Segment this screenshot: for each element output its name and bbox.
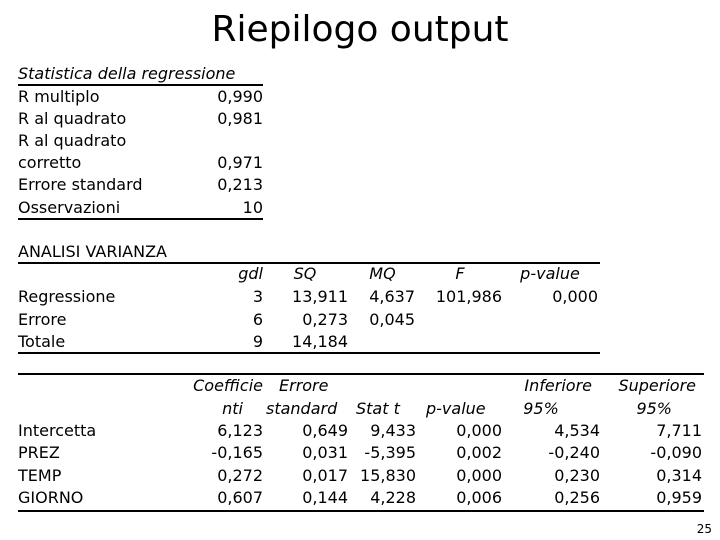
coef-cell: -5,395	[364, 443, 416, 462]
coef-cell: 6,123	[217, 421, 263, 440]
anova-header-f: F	[455, 264, 465, 283]
anova-title: ANALISI VARIANZA	[18, 242, 167, 261]
anova-row-label: Errore	[18, 310, 67, 329]
coef-header-t: Stat t	[356, 399, 400, 418]
coef-cell: 0,002	[456, 443, 502, 462]
divider	[18, 218, 263, 220]
coef-row-label: Intercetta	[18, 421, 97, 440]
page-number: 25	[696, 522, 712, 536]
anova-cell: 4,637	[369, 287, 415, 306]
stat-value: 10	[242, 198, 263, 217]
coef-row-label: TEMP	[18, 466, 62, 485]
coef-cell: 0,006	[456, 488, 502, 507]
stat-label: R al quadrato	[18, 131, 127, 150]
stat-label: corretto	[18, 153, 82, 172]
coef-cell: 0,144	[302, 488, 348, 507]
divider	[18, 510, 704, 512]
coef-cell: 4,228	[370, 488, 416, 507]
coef-header-inf: 95%	[523, 399, 559, 418]
coef-cell: 0,017	[302, 466, 348, 485]
stat-label: Errore standard	[18, 175, 143, 194]
coef-header-coef: Coefficie	[193, 376, 263, 395]
anova-cell: 0,045	[369, 310, 415, 329]
coef-header-err: standard	[266, 399, 338, 418]
anova-header-sq: SQ	[293, 264, 317, 283]
stat-value: 0,971	[217, 153, 263, 172]
anova-cell: 6	[252, 310, 263, 329]
coef-cell: -0,090	[650, 443, 702, 462]
coef-cell: 0,256	[554, 488, 600, 507]
coef-cell: -0,165	[211, 443, 263, 462]
anova-header-mq: MQ	[369, 264, 396, 283]
coef-header-coef: nti	[222, 399, 243, 418]
anova-header-pvalue: p-value	[520, 264, 580, 283]
coef-cell: 0,272	[217, 466, 263, 485]
divider	[18, 352, 600, 354]
coef-header-sup: 95%	[636, 399, 672, 418]
page-title: Riepilogo output	[211, 9, 509, 50]
anova-cell: 14,184	[292, 332, 348, 351]
anova-cell: 9	[252, 332, 263, 351]
stat-value: 0,990	[217, 87, 263, 106]
anova-cell: 0,000	[552, 287, 598, 306]
anova-cell: 3	[252, 287, 263, 306]
anova-cell: 13,911	[292, 287, 348, 306]
coef-header-sup: Superiore	[618, 376, 696, 395]
anova-row-label: Totale	[18, 332, 66, 351]
coef-cell: 0,314	[656, 466, 702, 485]
coef-cell: 0,000	[456, 421, 502, 440]
coef-header-err: Errore	[279, 376, 329, 395]
stat-label: R al quadrato	[18, 109, 127, 128]
stat-label: Osservazioni	[18, 198, 121, 217]
coef-cell: 4,534	[554, 421, 600, 440]
stat-value: 0,981	[217, 109, 263, 128]
anova-cell: 0,273	[302, 310, 348, 329]
coef-cell: -0,240	[548, 443, 600, 462]
coef-cell: 9,433	[370, 421, 416, 440]
coef-cell: 0,000	[456, 466, 502, 485]
coef-row-label: PREZ	[18, 443, 60, 462]
coef-header-p: p-value	[426, 399, 486, 418]
coef-header-inf: Inferiore	[524, 376, 592, 395]
coef-cell: 15,830	[360, 466, 416, 485]
anova-row-label: Regressione	[18, 287, 116, 306]
stat-label: R multiplo	[18, 87, 100, 106]
regression-stats-header: Statistica della regressione	[18, 64, 236, 83]
coef-cell: 0,959	[656, 488, 702, 507]
coef-cell: 0,230	[554, 466, 600, 485]
coef-row-label: GIORNO	[18, 488, 84, 507]
anova-header-gdl: gdl	[238, 264, 263, 283]
coef-cell: 0,649	[302, 421, 348, 440]
stat-value: 0,213	[217, 175, 263, 194]
coef-cell: 0,031	[302, 443, 348, 462]
coef-cell: 7,711	[656, 421, 702, 440]
coef-cell: 0,607	[217, 488, 263, 507]
anova-cell: 101,986	[435, 287, 502, 306]
